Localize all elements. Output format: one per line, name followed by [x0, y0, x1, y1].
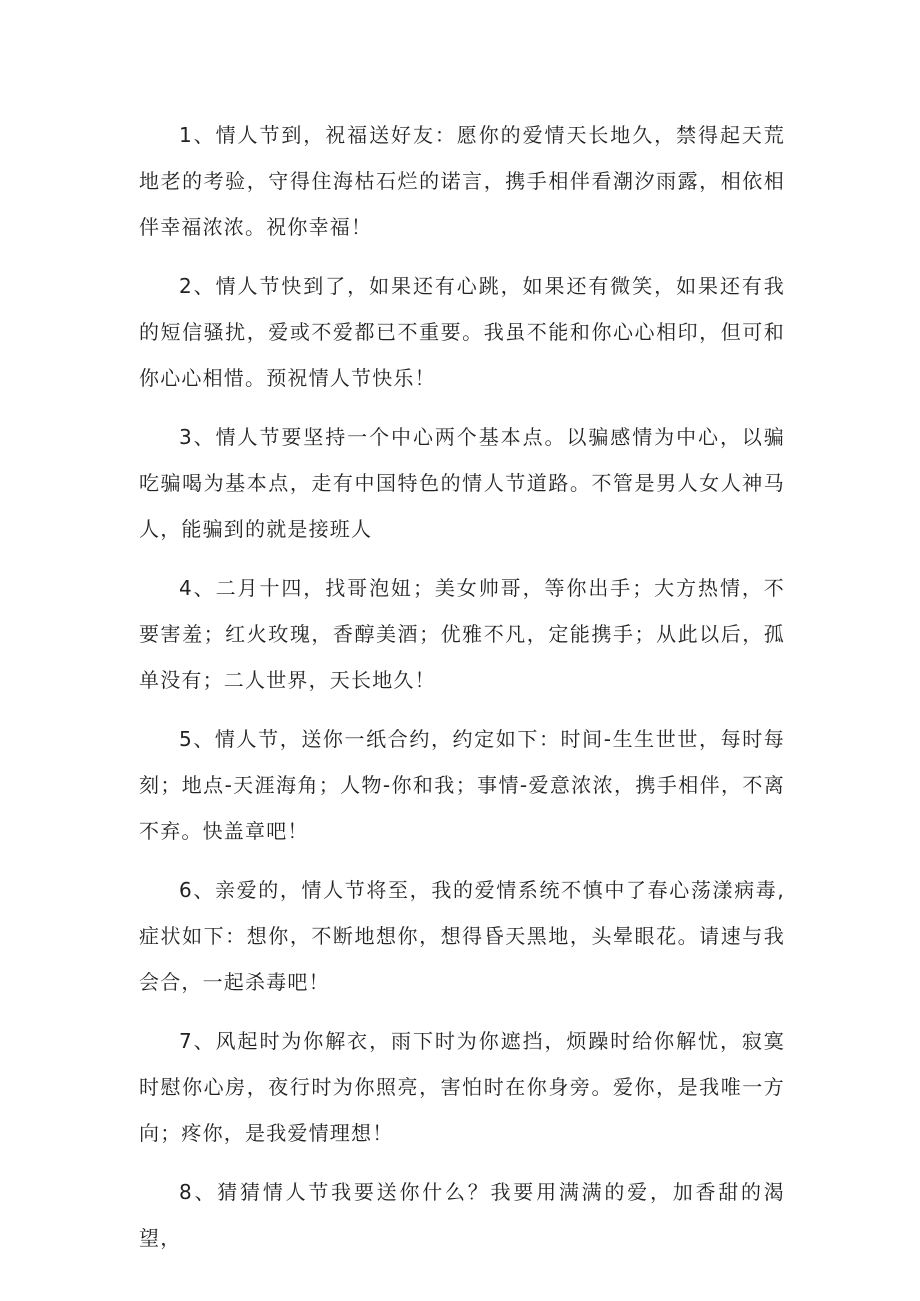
paragraph-6: 6、亲爱的，情人节将至，我的爱情系统不慎中了春心荡漾病毒,症状如下：想你，不断地想你，想得昏天黑地，头晕眼花。请速与我会合，一起杀毒吧！ — [139, 878, 785, 994]
document-body — [139, 112, 785, 1274]
paragraph-2: 2、情人节快到了，如果还有心跳，如果还有微笑，如果还有我的短信骚扰，爱或不爱都已不重要。我虽不能和你心心相印，但可和你心心相惜。预祝情人节快乐！ — [139, 274, 785, 390]
paragraph-7: 7、风起时为你解衣，雨下时为你遮挡，烦躁时给你解忧，寂寞时慰你心房，夜行时为你照亮，害怕时在你身旁。爱你，是我唯一方向；疼你，是我爱情理想！ — [139, 1029, 785, 1145]
paragraph-5: 5、情人节，送你一纸合约，约定如下：时间-生生世世，每时每刻；地点-天涯海角；人物-你和我；事情-爱意浓浓，携手相伴，不离不弃。快盖章吧！ — [139, 727, 785, 843]
paragraph-1: 1、情人节到，祝福送好友：愿你的爱情天长地久，禁得起天荒地老的考验，守得住海枯石烂的诺言，携手相伴看潮汐雨露，相依相伴幸福浓浓。祝你幸福！ — [139, 123, 785, 239]
paragraph-8: 8、猜猜情人节我要送你什么？我要用满满的爱，加香甜的渴望， — [139, 1180, 785, 1250]
paragraph-3: 3、情人节要坚持一个中心两个基本点。以骗感情为中心，以骗吃骗喝为基本点，走有中国特色的情人节道路。不管是男人女人神马人，能骗到的就是接班人 — [139, 425, 785, 541]
paragraph-4: 4、二月十四，找哥泡妞；美女帅哥，等你出手；大方热情，不要害羞；红火玫瑰，香醇美酒；优雅不凡，定能携手；从此以后，孤单没有；二人世界，天长地久！ — [139, 576, 785, 692]
